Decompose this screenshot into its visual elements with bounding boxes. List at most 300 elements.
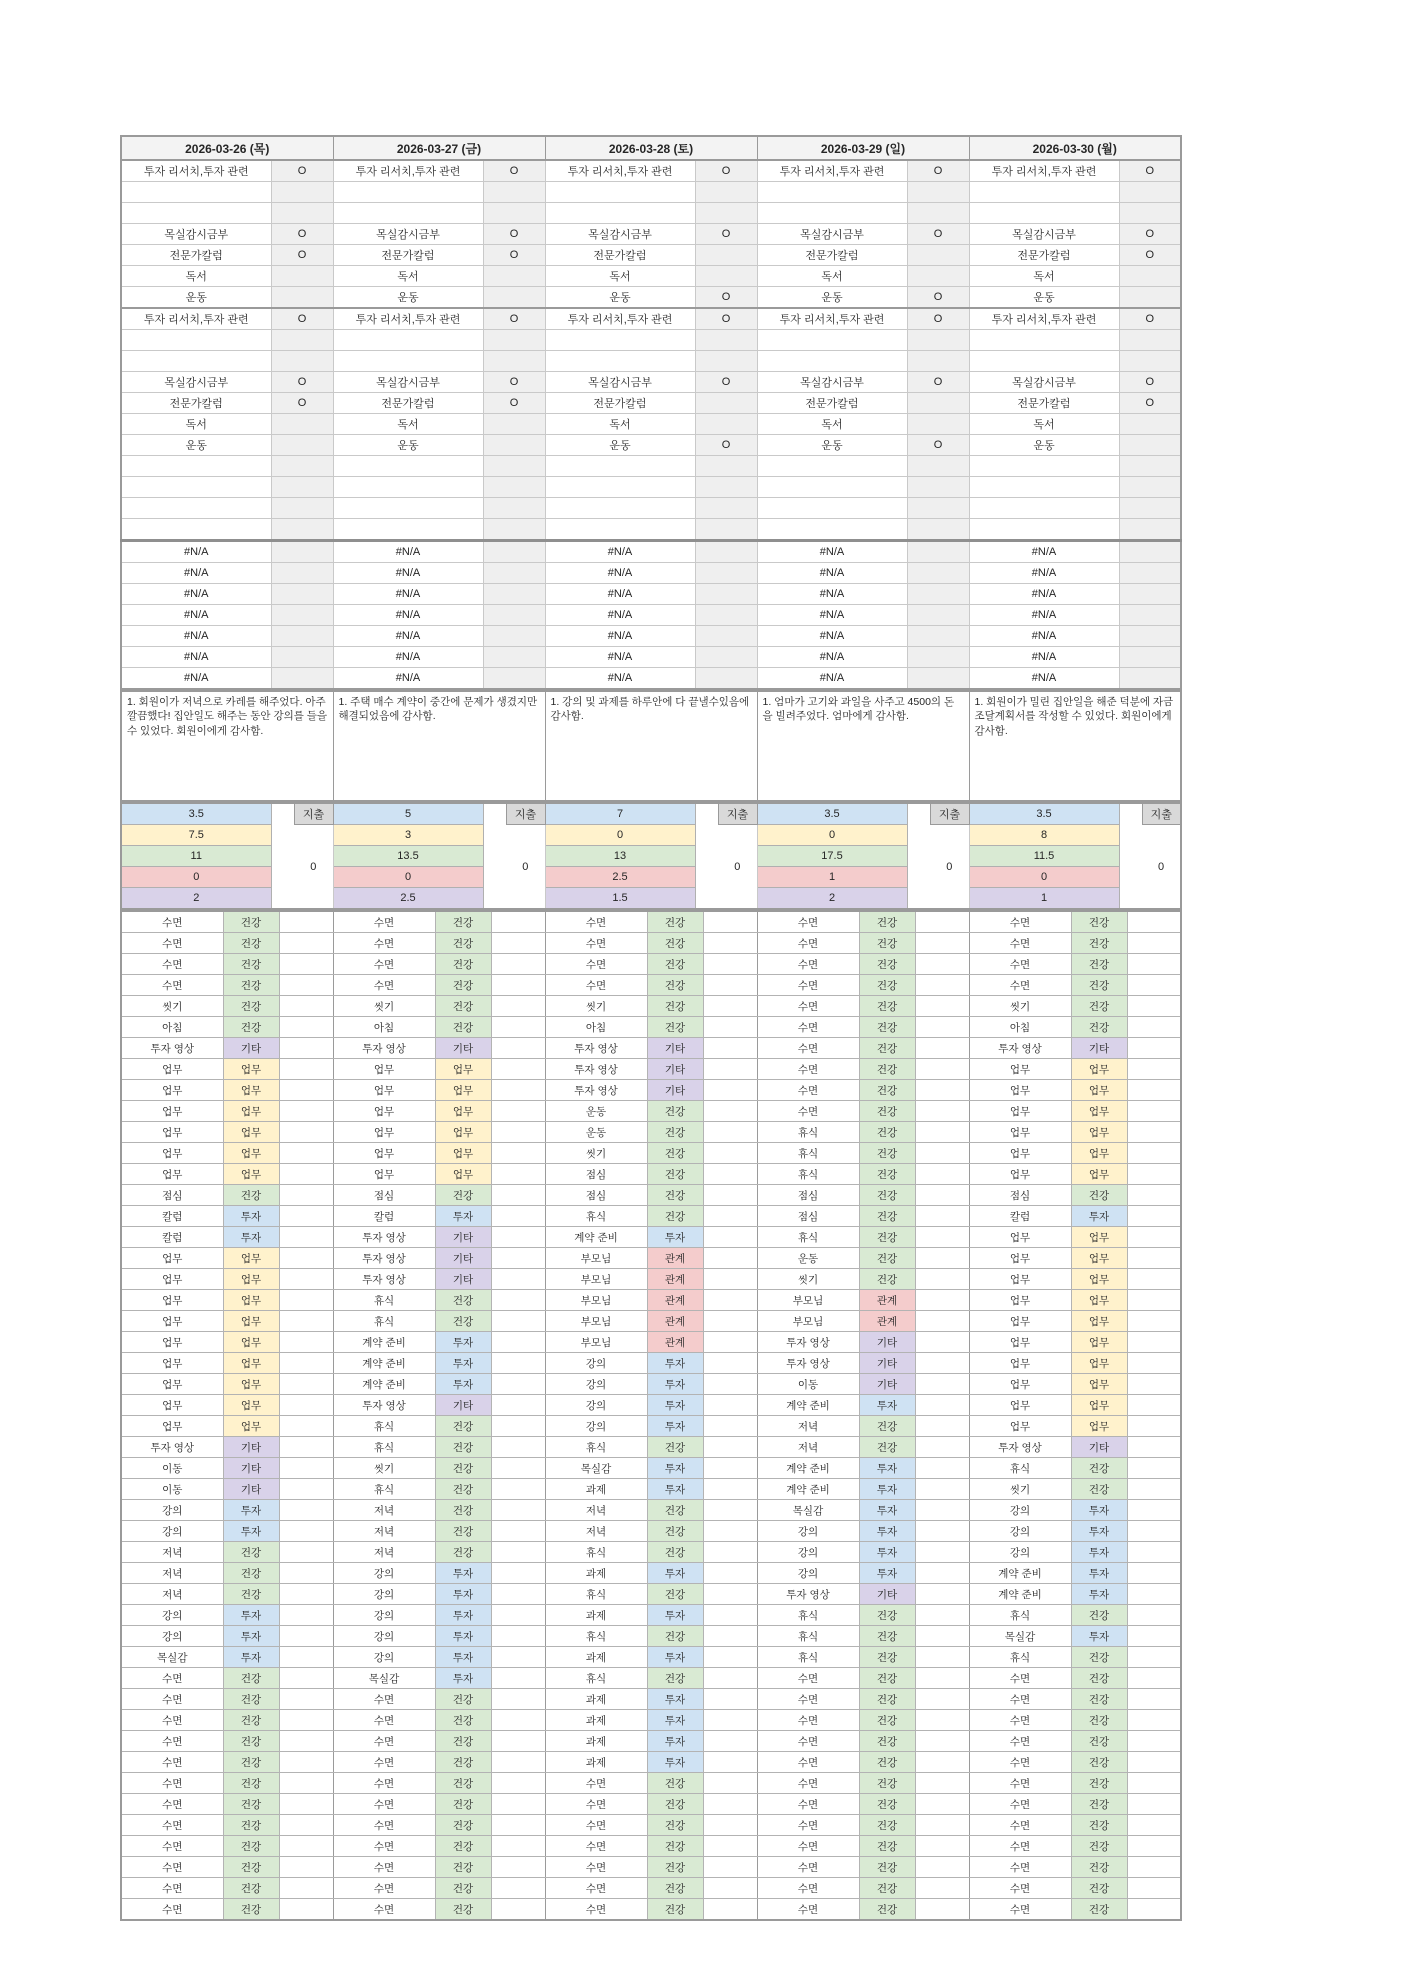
activity-cell[interactable]: 수면 <box>969 1815 1071 1836</box>
activity-cell[interactable]: 업무 <box>969 1227 1071 1248</box>
activity-cell[interactable]: 수면 <box>757 1794 859 1815</box>
activity-cell[interactable]: 계약 준비 <box>757 1479 859 1500</box>
na-cell[interactable]: #N/A <box>333 563 483 584</box>
habit-label-cell[interactable]: 독서 <box>333 414 483 435</box>
activity-cell[interactable]: 수면 <box>333 911 435 933</box>
activity-cell[interactable]: 저녁 <box>333 1521 435 1542</box>
stat-value-cell[interactable]: 11 <box>121 846 271 867</box>
category-cell[interactable]: 건강 <box>435 1458 491 1479</box>
na-cell[interactable]: #N/A <box>545 668 695 690</box>
habit-label-cell[interactable]: 목실감시금부 <box>757 372 907 393</box>
activity-cell[interactable]: 강의 <box>121 1626 223 1647</box>
activity-cell[interactable]: 저녁 <box>121 1584 223 1605</box>
habit-label-cell[interactable]: 목실감시금부 <box>969 372 1119 393</box>
habit-mark-cell[interactable]: O <box>695 308 757 330</box>
category-cell[interactable]: 건강 <box>647 1542 703 1563</box>
category-cell[interactable]: 건강 <box>223 1689 279 1710</box>
stat-value-cell[interactable]: 5 <box>333 803 483 825</box>
habit-label-cell[interactable]: 전문가칼럼 <box>333 393 483 414</box>
habit-label-cell[interactable] <box>121 203 271 224</box>
activity-cell[interactable]: 업무 <box>121 1269 223 1290</box>
expense-total-cell[interactable]: 0 <box>506 825 545 910</box>
category-cell[interactable]: 건강 <box>859 933 915 954</box>
category-cell[interactable]: 건강 <box>859 996 915 1017</box>
activity-cell[interactable]: 수면 <box>121 1836 223 1857</box>
activity-cell[interactable]: 수면 <box>333 954 435 975</box>
category-cell[interactable]: 건강 <box>647 911 703 933</box>
habit-label-cell[interactable]: 목실감시금부 <box>545 224 695 245</box>
category-cell[interactable]: 건강 <box>859 1059 915 1080</box>
category-cell[interactable]: 업무 <box>435 1122 491 1143</box>
category-cell[interactable]: 건강 <box>1071 1731 1127 1752</box>
activity-cell[interactable]: 계약 준비 <box>969 1563 1071 1584</box>
activity-cell[interactable]: 저녁 <box>757 1437 859 1458</box>
activity-cell[interactable]: 업무 <box>333 1164 435 1185</box>
category-cell[interactable]: 건강 <box>647 1878 703 1899</box>
activity-cell[interactable]: 수면 <box>333 975 435 996</box>
activity-cell[interactable]: 업무 <box>969 1269 1071 1290</box>
na-cell[interactable]: #N/A <box>969 626 1119 647</box>
category-cell[interactable]: 건강 <box>223 1752 279 1773</box>
habit-label-cell[interactable]: 독서 <box>121 414 271 435</box>
category-cell[interactable]: 투자 <box>223 1206 279 1227</box>
activity-cell[interactable]: 휴식 <box>969 1647 1071 1668</box>
category-cell[interactable]: 투자 <box>647 1458 703 1479</box>
date-header-cell[interactable]: 2026-03-26 (목) <box>121 136 333 160</box>
activity-cell[interactable]: 휴식 <box>969 1458 1071 1479</box>
habit-mark-cell[interactable] <box>695 393 757 414</box>
activity-cell[interactable]: 수면 <box>969 1773 1071 1794</box>
category-cell[interactable]: 건강 <box>859 1836 915 1857</box>
activity-cell[interactable]: 수면 <box>969 1752 1071 1773</box>
activity-cell[interactable]: 투자 영상 <box>121 1038 223 1059</box>
habit-mark-cell[interactable]: O <box>907 287 969 309</box>
category-cell[interactable]: 건강 <box>435 911 491 933</box>
category-cell[interactable]: 기타 <box>859 1353 915 1374</box>
habit-mark-cell[interactable]: O <box>1119 372 1181 393</box>
habit-label-cell[interactable] <box>333 182 483 203</box>
habit-mark-cell[interactable] <box>483 182 545 203</box>
category-cell[interactable]: 업무 <box>1071 1143 1127 1164</box>
na-cell[interactable]: #N/A <box>333 584 483 605</box>
category-cell[interactable]: 건강 <box>1071 1836 1127 1857</box>
activity-cell[interactable]: 과제 <box>545 1605 647 1626</box>
category-cell[interactable]: 업무 <box>1071 1311 1127 1332</box>
habit-mark-cell[interactable]: O <box>695 160 757 182</box>
na-cell[interactable]: #N/A <box>121 647 271 668</box>
activity-cell[interactable]: 휴식 <box>757 1605 859 1626</box>
habit-mark-cell[interactable] <box>695 351 757 372</box>
habit-mark-cell[interactable]: O <box>695 287 757 309</box>
category-cell[interactable]: 건강 <box>1071 1479 1127 1500</box>
activity-cell[interactable]: 업무 <box>121 1059 223 1080</box>
na-cell[interactable]: #N/A <box>757 668 907 690</box>
na-cell[interactable]: #N/A <box>757 647 907 668</box>
habit-mark-cell[interactable] <box>483 414 545 435</box>
na-cell[interactable]: #N/A <box>545 647 695 668</box>
activity-cell[interactable]: 휴식 <box>333 1479 435 1500</box>
activity-cell[interactable]: 휴식 <box>969 1605 1071 1626</box>
category-cell[interactable]: 건강 <box>223 1668 279 1689</box>
category-cell[interactable]: 건강 <box>859 1815 915 1836</box>
activity-cell[interactable]: 아침 <box>333 1017 435 1038</box>
activity-cell[interactable]: 목실감 <box>333 1668 435 1689</box>
activity-cell[interactable]: 수면 <box>121 1668 223 1689</box>
category-cell[interactable]: 투자 <box>223 1626 279 1647</box>
category-cell[interactable]: 업무 <box>223 1122 279 1143</box>
activity-cell[interactable]: 수면 <box>333 1878 435 1899</box>
expense-total-cell[interactable]: 0 <box>718 825 757 910</box>
stat-value-cell[interactable]: 2.5 <box>333 888 483 910</box>
habit-mark-cell[interactable]: O <box>1119 245 1181 266</box>
category-cell[interactable]: 건강 <box>223 1731 279 1752</box>
category-cell[interactable]: 투자 <box>435 1668 491 1689</box>
activity-cell[interactable]: 휴식 <box>545 1626 647 1647</box>
activity-cell[interactable]: 부모님 <box>545 1248 647 1269</box>
habit-label-cell[interactable] <box>757 203 907 224</box>
category-cell[interactable]: 기타 <box>435 1269 491 1290</box>
category-cell[interactable]: 건강 <box>859 1605 915 1626</box>
habit-label-cell[interactable] <box>333 351 483 372</box>
category-cell[interactable]: 건강 <box>647 1164 703 1185</box>
category-cell[interactable]: 투자 <box>647 1689 703 1710</box>
category-cell[interactable]: 건강 <box>223 1878 279 1899</box>
activity-cell[interactable]: 휴식 <box>757 1164 859 1185</box>
stat-value-cell[interactable]: 0 <box>969 867 1119 888</box>
activity-cell[interactable]: 업무 <box>121 1248 223 1269</box>
category-cell[interactable]: 건강 <box>435 1710 491 1731</box>
category-cell[interactable]: 기타 <box>435 1227 491 1248</box>
habit-label-cell[interactable]: 목실감시금부 <box>121 224 271 245</box>
stat-value-cell[interactable]: 3.5 <box>757 803 907 825</box>
category-cell[interactable]: 투자 <box>859 1563 915 1584</box>
category-cell[interactable]: 건강 <box>435 1731 491 1752</box>
activity-cell[interactable]: 수면 <box>969 1710 1071 1731</box>
category-cell[interactable]: 업무 <box>435 1080 491 1101</box>
habit-mark-cell[interactable] <box>1119 287 1181 309</box>
activity-cell[interactable]: 투자 영상 <box>545 1059 647 1080</box>
activity-cell[interactable]: 수면 <box>969 1836 1071 1857</box>
category-cell[interactable]: 투자 <box>223 1647 279 1668</box>
category-cell[interactable]: 투자 <box>1071 1542 1127 1563</box>
habit-mark-cell[interactable]: O <box>483 245 545 266</box>
habit-mark-cell[interactable] <box>695 203 757 224</box>
category-cell[interactable]: 건강 <box>435 954 491 975</box>
category-cell[interactable]: 업무 <box>1071 1059 1127 1080</box>
stat-value-cell[interactable]: 13 <box>545 846 695 867</box>
activity-cell[interactable]: 투자 영상 <box>757 1332 859 1353</box>
category-cell[interactable]: 건강 <box>859 1773 915 1794</box>
activity-cell[interactable]: 업무 <box>121 1416 223 1437</box>
habit-mark-cell[interactable]: O <box>483 224 545 245</box>
habit-label-cell[interactable]: 독서 <box>545 414 695 435</box>
gratitude-note-cell[interactable]: 1. 주택 매수 계약이 중간에 문제가 생겼지만 해결되었음에 감사함. <box>333 691 545 801</box>
category-cell[interactable]: 투자 <box>1071 1584 1127 1605</box>
activity-cell[interactable]: 계약 준비 <box>333 1353 435 1374</box>
activity-cell[interactable]: 수면 <box>757 1815 859 1836</box>
category-cell[interactable]: 건강 <box>435 1290 491 1311</box>
activity-cell[interactable]: 수면 <box>333 1710 435 1731</box>
activity-cell[interactable]: 점심 <box>121 1185 223 1206</box>
habit-label-cell[interactable]: 운동 <box>121 287 271 309</box>
activity-cell[interactable]: 투자 영상 <box>333 1038 435 1059</box>
category-cell[interactable]: 투자 <box>647 1416 703 1437</box>
habit-mark-cell[interactable] <box>271 203 333 224</box>
activity-cell[interactable]: 저녁 <box>333 1500 435 1521</box>
category-cell[interactable]: 투자 <box>435 1626 491 1647</box>
stat-value-cell[interactable]: 11.5 <box>969 846 1119 867</box>
category-cell[interactable]: 건강 <box>1071 1668 1127 1689</box>
habit-mark-cell[interactable]: O <box>695 372 757 393</box>
category-cell[interactable]: 건강 <box>223 911 279 933</box>
na-cell[interactable]: #N/A <box>757 626 907 647</box>
habit-label-cell[interactable]: 투자 리서치,투자 관련 <box>333 308 483 330</box>
category-cell[interactable]: 투자 <box>647 1353 703 1374</box>
habit-mark-cell[interactable]: O <box>271 160 333 182</box>
activity-cell[interactable]: 업무 <box>333 1080 435 1101</box>
category-cell[interactable]: 건강 <box>859 1794 915 1815</box>
activity-cell[interactable]: 과제 <box>545 1731 647 1752</box>
category-cell[interactable]: 건강 <box>223 996 279 1017</box>
activity-cell[interactable]: 수면 <box>121 1752 223 1773</box>
na-cell[interactable]: #N/A <box>545 626 695 647</box>
activity-cell[interactable]: 수면 <box>757 975 859 996</box>
activity-cell[interactable]: 업무 <box>969 1416 1071 1437</box>
habit-mark-cell[interactable] <box>1119 203 1181 224</box>
activity-cell[interactable]: 수면 <box>757 1080 859 1101</box>
habit-label-cell[interactable]: 독서 <box>969 414 1119 435</box>
activity-cell[interactable]: 칼럼 <box>969 1206 1071 1227</box>
category-cell[interactable]: 건강 <box>859 1017 915 1038</box>
category-cell[interactable]: 건강 <box>859 1857 915 1878</box>
habit-label-cell[interactable]: 목실감시금부 <box>757 224 907 245</box>
habit-label-cell[interactable] <box>757 330 907 351</box>
activity-cell[interactable]: 업무 <box>969 1311 1071 1332</box>
activity-cell[interactable]: 업무 <box>333 1143 435 1164</box>
activity-cell[interactable]: 휴식 <box>545 1437 647 1458</box>
activity-cell[interactable]: 투자 영상 <box>333 1248 435 1269</box>
activity-cell[interactable]: 수면 <box>545 1815 647 1836</box>
activity-cell[interactable]: 수면 <box>333 1857 435 1878</box>
category-cell[interactable]: 건강 <box>435 975 491 996</box>
category-cell[interactable]: 기타 <box>859 1374 915 1395</box>
activity-cell[interactable]: 수면 <box>969 933 1071 954</box>
category-cell[interactable]: 투자 <box>647 1227 703 1248</box>
activity-cell[interactable]: 과제 <box>545 1689 647 1710</box>
category-cell[interactable]: 건강 <box>1071 1857 1127 1878</box>
stat-value-cell[interactable]: 13.5 <box>333 846 483 867</box>
activity-cell[interactable]: 씻기 <box>333 996 435 1017</box>
activity-cell[interactable]: 휴식 <box>757 1143 859 1164</box>
habit-mark-cell[interactable]: O <box>907 435 969 456</box>
category-cell[interactable]: 투자 <box>647 1563 703 1584</box>
habit-label-cell[interactable]: 운동 <box>545 287 695 309</box>
activity-cell[interactable]: 수면 <box>545 1899 647 1921</box>
habit-label-cell[interactable]: 투자 리서치,투자 관련 <box>121 160 271 182</box>
activity-cell[interactable]: 수면 <box>121 1899 223 1921</box>
category-cell[interactable]: 건강 <box>859 911 915 933</box>
habit-label-cell[interactable] <box>969 182 1119 203</box>
habit-mark-cell[interactable] <box>907 203 969 224</box>
activity-cell[interactable]: 강의 <box>545 1416 647 1437</box>
habit-mark-cell[interactable] <box>483 266 545 287</box>
activity-cell[interactable]: 휴식 <box>333 1290 435 1311</box>
activity-cell[interactable]: 부모님 <box>757 1290 859 1311</box>
habit-mark-cell[interactable] <box>271 351 333 372</box>
category-cell[interactable]: 건강 <box>859 1038 915 1059</box>
habit-mark-cell[interactable] <box>271 330 333 351</box>
category-cell[interactable]: 건강 <box>435 1500 491 1521</box>
category-cell[interactable]: 건강 <box>435 1752 491 1773</box>
habit-mark-cell[interactable] <box>695 245 757 266</box>
gratitude-note-cell[interactable]: 1. 회원이가 밀린 집안일을 해준 덕분에 자금조달계획서를 작성할 수 있었다. 회원이에게 감사함. <box>969 691 1181 801</box>
activity-cell[interactable]: 칼럼 <box>333 1206 435 1227</box>
activity-cell[interactable]: 수면 <box>121 911 223 933</box>
category-cell[interactable]: 업무 <box>435 1101 491 1122</box>
category-cell[interactable]: 기타 <box>223 1437 279 1458</box>
category-cell[interactable]: 투자 <box>223 1605 279 1626</box>
category-cell[interactable]: 투자 <box>435 1374 491 1395</box>
category-cell[interactable]: 건강 <box>859 1899 915 1921</box>
activity-cell[interactable]: 휴식 <box>545 1668 647 1689</box>
activity-cell[interactable]: 수면 <box>121 1794 223 1815</box>
habit-label-cell[interactable] <box>757 351 907 372</box>
habit-mark-cell[interactable] <box>1119 330 1181 351</box>
na-cell[interactable]: #N/A <box>545 605 695 626</box>
category-cell[interactable]: 건강 <box>435 996 491 1017</box>
activity-cell[interactable]: 수면 <box>757 933 859 954</box>
activity-cell[interactable]: 투자 영상 <box>545 1038 647 1059</box>
category-cell[interactable]: 업무 <box>223 1374 279 1395</box>
category-cell[interactable]: 건강 <box>435 1185 491 1206</box>
habit-mark-cell[interactable]: O <box>1119 160 1181 182</box>
category-cell[interactable]: 건강 <box>859 1143 915 1164</box>
habit-label-cell[interactable]: 운동 <box>969 287 1119 309</box>
category-cell[interactable]: 건강 <box>647 1626 703 1647</box>
category-cell[interactable]: 건강 <box>859 1248 915 1269</box>
habit-label-cell[interactable] <box>545 182 695 203</box>
activity-cell[interactable]: 업무 <box>121 1395 223 1416</box>
category-cell[interactable]: 업무 <box>1071 1122 1127 1143</box>
activity-cell[interactable]: 업무 <box>969 1395 1071 1416</box>
category-cell[interactable]: 기타 <box>223 1458 279 1479</box>
activity-cell[interactable]: 씻기 <box>545 996 647 1017</box>
activity-cell[interactable]: 목실감 <box>757 1500 859 1521</box>
activity-cell[interactable]: 수면 <box>545 1836 647 1857</box>
habit-label-cell[interactable] <box>121 330 271 351</box>
activity-cell[interactable]: 강의 <box>333 1647 435 1668</box>
habit-label-cell[interactable] <box>121 182 271 203</box>
habit-label-cell[interactable] <box>545 330 695 351</box>
category-cell[interactable]: 관계 <box>647 1290 703 1311</box>
habit-mark-cell[interactable] <box>907 182 969 203</box>
activity-cell[interactable]: 업무 <box>121 1311 223 1332</box>
category-cell[interactable]: 투자 <box>1071 1563 1127 1584</box>
category-cell[interactable]: 건강 <box>1071 911 1127 933</box>
habit-mark-cell[interactable]: O <box>695 435 757 456</box>
na-cell[interactable]: #N/A <box>121 584 271 605</box>
activity-cell[interactable]: 업무 <box>969 1374 1071 1395</box>
category-cell[interactable]: 건강 <box>859 975 915 996</box>
activity-cell[interactable]: 수면 <box>333 1836 435 1857</box>
category-cell[interactable]: 건강 <box>1071 1017 1127 1038</box>
activity-cell[interactable]: 업무 <box>969 1080 1071 1101</box>
category-cell[interactable]: 건강 <box>223 1773 279 1794</box>
habit-label-cell[interactable]: 운동 <box>121 435 271 456</box>
category-cell[interactable]: 건강 <box>859 1878 915 1899</box>
category-cell[interactable]: 투자 <box>435 1563 491 1584</box>
activity-cell[interactable]: 투자 영상 <box>333 1227 435 1248</box>
category-cell[interactable]: 기타 <box>859 1332 915 1353</box>
habit-mark-cell[interactable] <box>483 203 545 224</box>
category-cell[interactable]: 건강 <box>647 1521 703 1542</box>
category-cell[interactable]: 건강 <box>223 1584 279 1605</box>
activity-cell[interactable]: 수면 <box>757 1857 859 1878</box>
habit-mark-cell[interactable] <box>271 287 333 309</box>
category-cell[interactable]: 투자 <box>859 1521 915 1542</box>
activity-cell[interactable]: 투자 영상 <box>333 1395 435 1416</box>
category-cell[interactable]: 투자 <box>435 1584 491 1605</box>
activity-cell[interactable]: 수면 <box>121 1731 223 1752</box>
activity-cell[interactable]: 목실감 <box>969 1626 1071 1647</box>
category-cell[interactable]: 건강 <box>223 1185 279 1206</box>
stat-value-cell[interactable]: 0 <box>121 867 271 888</box>
category-cell[interactable]: 건강 <box>1071 1815 1127 1836</box>
stat-value-cell[interactable]: 7.5 <box>121 825 271 846</box>
na-cell[interactable]: #N/A <box>333 626 483 647</box>
activity-cell[interactable]: 아침 <box>969 1017 1071 1038</box>
activity-cell[interactable]: 강의 <box>121 1500 223 1521</box>
activity-cell[interactable]: 저녁 <box>757 1416 859 1437</box>
activity-cell[interactable]: 목실감 <box>121 1647 223 1668</box>
stat-value-cell[interactable]: 0 <box>757 825 907 846</box>
category-cell[interactable]: 기타 <box>435 1038 491 1059</box>
habit-mark-cell[interactable] <box>483 351 545 372</box>
activity-cell[interactable]: 점심 <box>333 1185 435 1206</box>
category-cell[interactable]: 투자 <box>859 1458 915 1479</box>
habit-mark-cell[interactable]: O <box>1119 224 1181 245</box>
activity-cell[interactable]: 계약 준비 <box>333 1374 435 1395</box>
stat-value-cell[interactable]: 0 <box>545 825 695 846</box>
category-cell[interactable]: 투자 <box>435 1206 491 1227</box>
habit-label-cell[interactable] <box>333 203 483 224</box>
activity-cell[interactable]: 수면 <box>545 933 647 954</box>
habit-label-cell[interactable]: 운동 <box>757 287 907 309</box>
category-cell[interactable]: 건강 <box>1071 1689 1127 1710</box>
activity-cell[interactable]: 수면 <box>545 1878 647 1899</box>
category-cell[interactable]: 업무 <box>223 1269 279 1290</box>
na-cell[interactable]: #N/A <box>121 563 271 584</box>
habit-label-cell[interactable]: 운동 <box>333 287 483 309</box>
category-cell[interactable]: 건강 <box>435 1521 491 1542</box>
category-cell[interactable]: 건강 <box>223 1563 279 1584</box>
activity-cell[interactable]: 부모님 <box>757 1311 859 1332</box>
category-cell[interactable]: 건강 <box>647 954 703 975</box>
habit-mark-cell[interactable] <box>1119 266 1181 287</box>
category-cell[interactable]: 건강 <box>1071 1605 1127 1626</box>
category-cell[interactable]: 업무 <box>435 1059 491 1080</box>
na-cell[interactable]: #N/A <box>969 584 1119 605</box>
category-cell[interactable]: 투자 <box>859 1395 915 1416</box>
category-cell[interactable]: 건강 <box>859 1437 915 1458</box>
activity-cell[interactable]: 업무 <box>121 1143 223 1164</box>
category-cell[interactable]: 업무 <box>223 1248 279 1269</box>
activity-cell[interactable]: 수면 <box>757 1731 859 1752</box>
category-cell[interactable]: 건강 <box>223 1710 279 1731</box>
category-cell[interactable]: 업무 <box>1071 1416 1127 1437</box>
habit-mark-cell[interactable] <box>695 414 757 435</box>
habit-label-cell[interactable]: 목실감시금부 <box>121 372 271 393</box>
